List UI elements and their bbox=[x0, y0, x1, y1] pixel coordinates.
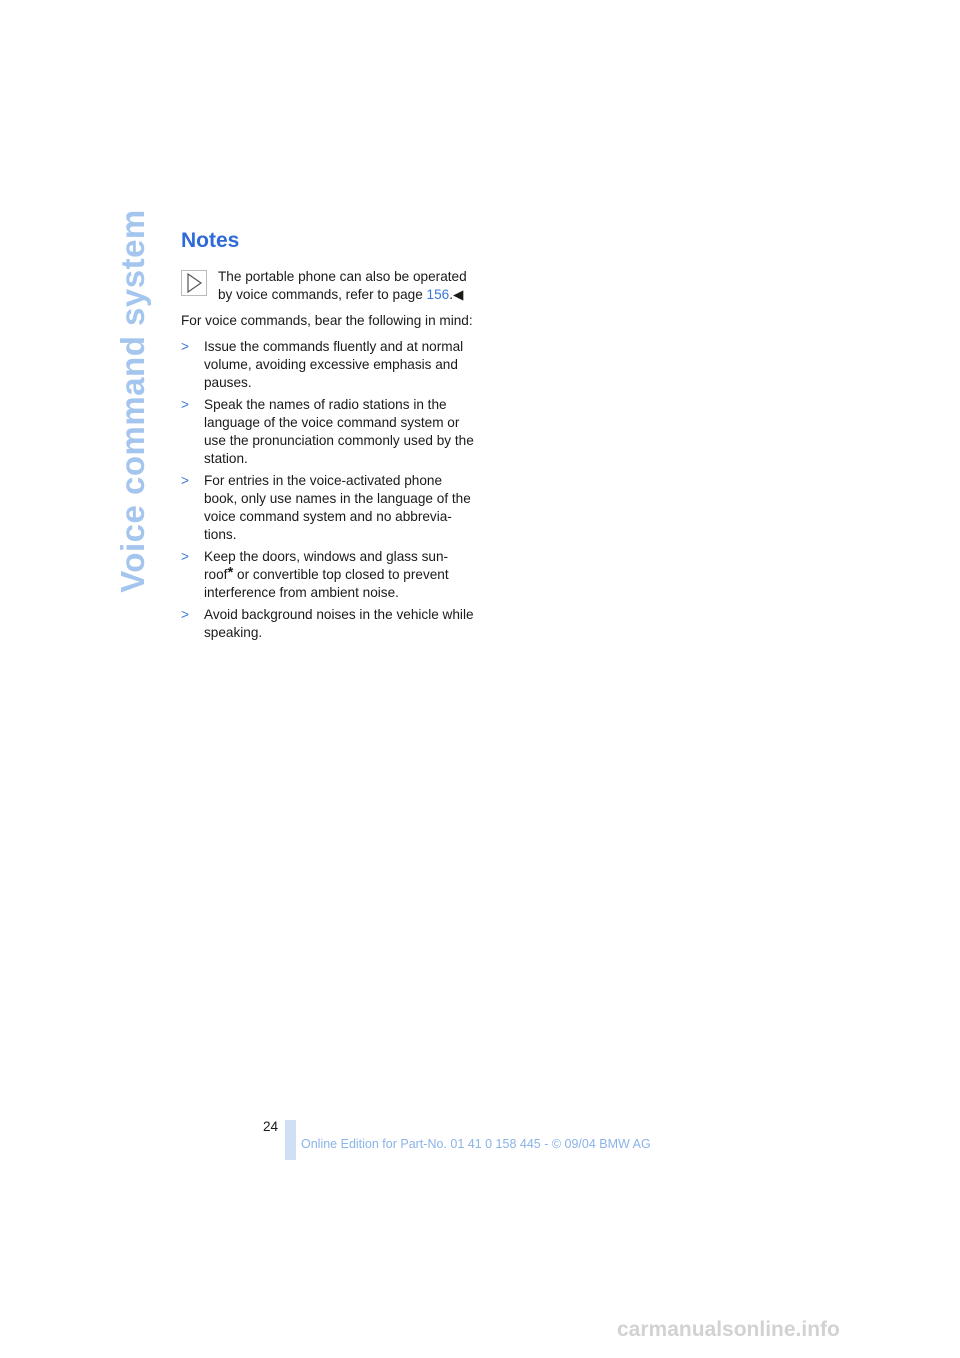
bullet-marker: > bbox=[181, 473, 189, 488]
list-item bbox=[181, 338, 476, 392]
chapter-title-text: Voice command system bbox=[114, 208, 152, 593]
list-item bbox=[181, 472, 476, 544]
list-item bbox=[181, 548, 476, 602]
main-content bbox=[181, 226, 476, 646]
bullet-marker: > bbox=[181, 549, 189, 564]
note-box bbox=[181, 268, 476, 304]
list-item-text: Speak the names of radio stations in the language of the voice command system or use the pronunciation commonly used by the station. bbox=[204, 397, 474, 466]
section-title: Notes bbox=[181, 229, 240, 252]
list-item-text: Avoid background noises in the vehicle while speaking. bbox=[204, 607, 474, 640]
edition-footer: Online Edition for Part-No. 01 41 0 158 445 - © 09/04 BMW AG bbox=[301, 1137, 651, 1151]
bullet-marker: > bbox=[181, 339, 189, 354]
intro-paragraph: For voice commands, bear the following in mind: bbox=[181, 313, 473, 328]
list-item-text: Issue the commands fluently and at normal volume, avoiding excessive emphasis and pauses. bbox=[204, 339, 464, 390]
note-triangle-icon bbox=[181, 270, 207, 296]
list-item bbox=[181, 396, 476, 468]
footer-accent-bar bbox=[285, 1120, 296, 1160]
note-text: The portable phone can also be operated by voice commands, refer to page bbox=[218, 269, 467, 302]
list-item-text-continued: or convertible top closed to prevent interference from ambient noise. bbox=[204, 567, 449, 600]
page-reference-link[interactable]: 156 bbox=[426, 287, 450, 302]
page-number: 24 bbox=[263, 1119, 279, 1134]
list-item-text: Keep the doors, windows and glass sun-roof bbox=[204, 549, 449, 582]
bullet-marker: > bbox=[181, 397, 189, 412]
optional-equipment-star: * bbox=[227, 564, 234, 581]
bullet-marker: > bbox=[181, 607, 189, 622]
notes-list bbox=[181, 338, 476, 642]
end-mark: .◀ bbox=[449, 287, 464, 302]
list-item-text: For entries in the voice-activated phone book, only use names in the language of the voice command system and no abbrevia-tions. bbox=[204, 473, 471, 542]
site-watermark: carmanualsonline.info bbox=[617, 1318, 840, 1341]
list-item bbox=[181, 606, 476, 642]
chapter-side-title bbox=[103, 208, 163, 593]
